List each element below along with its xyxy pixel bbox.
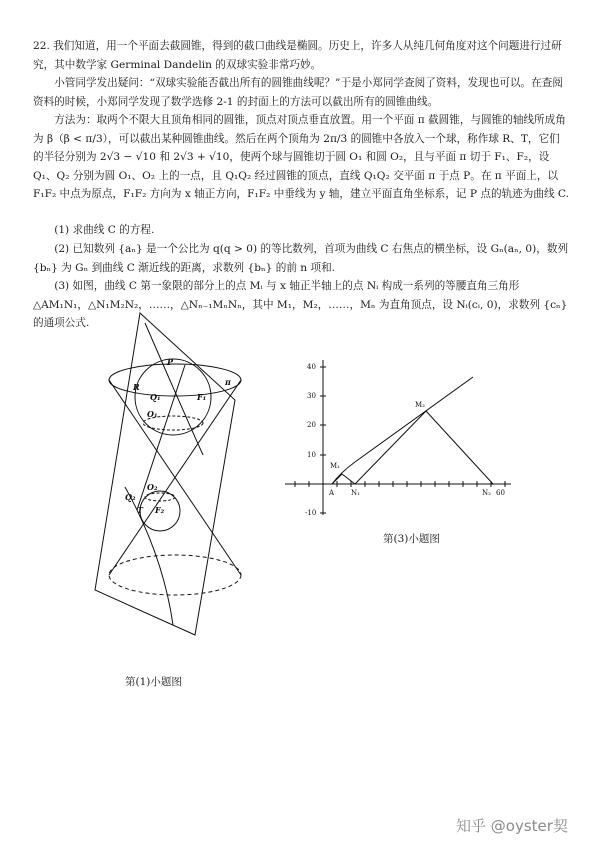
y-tick-30: 30	[307, 392, 316, 400]
lower-cone-rim	[109, 555, 241, 595]
curve-c-branch	[332, 377, 473, 484]
y-tick-40: 40	[307, 363, 316, 371]
label-q1: Q₁	[150, 392, 161, 402]
x-tick-60: 60	[496, 489, 505, 497]
problem-question-context: 小管同学发出疑问：“双球实验能否截出所有的圆锥曲线呢？”于是小郑同学查阅了资料，发现也可以。在查阅资料的时候，小郑同学发现了数学选修 2-1 的封面上的方法可以截出所有的圆锥曲线。	[33, 77, 563, 108]
label-q2: Q₂	[125, 492, 136, 502]
label-o2: O₂	[147, 482, 158, 492]
y-tick-neg10: -10	[305, 509, 317, 517]
label-m1: M₁	[330, 462, 340, 470]
subquestion-3: (3) 如图，曲线 C 第一象限的部分上的点 Mᵢ 与 x 轴正半轴上的点 Nᵢ 构成一系列的等腰直角三角形 △AM₁N₁，△N₁M₂N₂，……，△Nₙ₋₁MₙNₙ，其中 M₁，M₂，……，Mₙ 为直角顶点，设 Nᵢ(cᵢ, 0)，求数列 {cₙ} 的通项公式.	[33, 280, 568, 329]
label-pi: π	[225, 377, 231, 387]
conic-curve-lower	[125, 487, 173, 625]
subquestion-2: (2) 已知数列 {aₙ} 是一个公比为 q(q > 0) 的等比数列，首项为曲线 C 右焦点的横坐标，设 Gₙ(aₙ, 0)，数列 {bₙ} 为 Gₙ 到曲线 C 渐近线的距离，求数列 {bₙ} 的前 n 项和.	[33, 243, 569, 274]
label-m2: M₂	[415, 401, 425, 409]
figure-1-caption: 第(1)小题图	[125, 676, 182, 688]
y-tick-20: 20	[307, 421, 316, 429]
label-n2: N₂	[482, 489, 491, 497]
figure-1-double-cone	[85, 305, 260, 690]
figure-3-coordinate-plot	[285, 355, 515, 520]
y-tick-10: 10	[307, 451, 316, 459]
problem-method: 方法为：取两个不限大且顶角相同的圆锥，顶点对顶点垂直放置。用一个平面 π 截圆锥，与圆锥的轴线所成角为 β（β < π/3），可以截出某种圆锥曲线。然后在两个顶角为 2π/3 的圆锥中各放入一个球，称作球 R、T，它们的半径分别为 2√3 − √10 和 2√3 + √10，使两个球与圆锥切于圆 O₁ 和圆 O₂，且与平面 π 切于 F₁、F₂，设 Q₁、Q₂ 分别为圆 O₁、O₂ 上的一点，且 Q₁Q₂ 经过圆锥的顶点，直线 Q₁Q₂ 交平面 π 于点 P。在 π 平面上，以 F₁F₂ 中点为原点，F₁F₂ 方向为 x 轴正方向，F₁F₂ 中垂线为 y 轴，建立平面直角坐标系，记 P 点的轨迹为曲线 C.	[33, 114, 569, 200]
label-n1: N₁	[351, 489, 360, 497]
problem-intro: 22. 我们知道，用一个平面去截圆锥，得到的截口曲线是椭圆。历史上，许多人从纯几何角度对这个问题进行过研究，其中数学家 Germinal Dandelin 的双球实验非常巧妙。	[33, 40, 562, 71]
label-p: P	[167, 357, 174, 367]
watermark: 知乎 @oyster契	[456, 817, 568, 835]
figure-3-caption: 第(3)小题图	[383, 533, 440, 545]
label-o1: O₁	[147, 409, 158, 419]
label-a: A	[329, 489, 335, 497]
label-f2: F₂	[155, 505, 165, 515]
label-t: T	[137, 505, 143, 515]
line-q1q2	[137, 365, 185, 510]
label-f1: F₁	[197, 392, 207, 402]
label-r: R	[133, 382, 140, 392]
subquestion-1: (1) 求曲线 C 的方程.	[54, 224, 155, 236]
